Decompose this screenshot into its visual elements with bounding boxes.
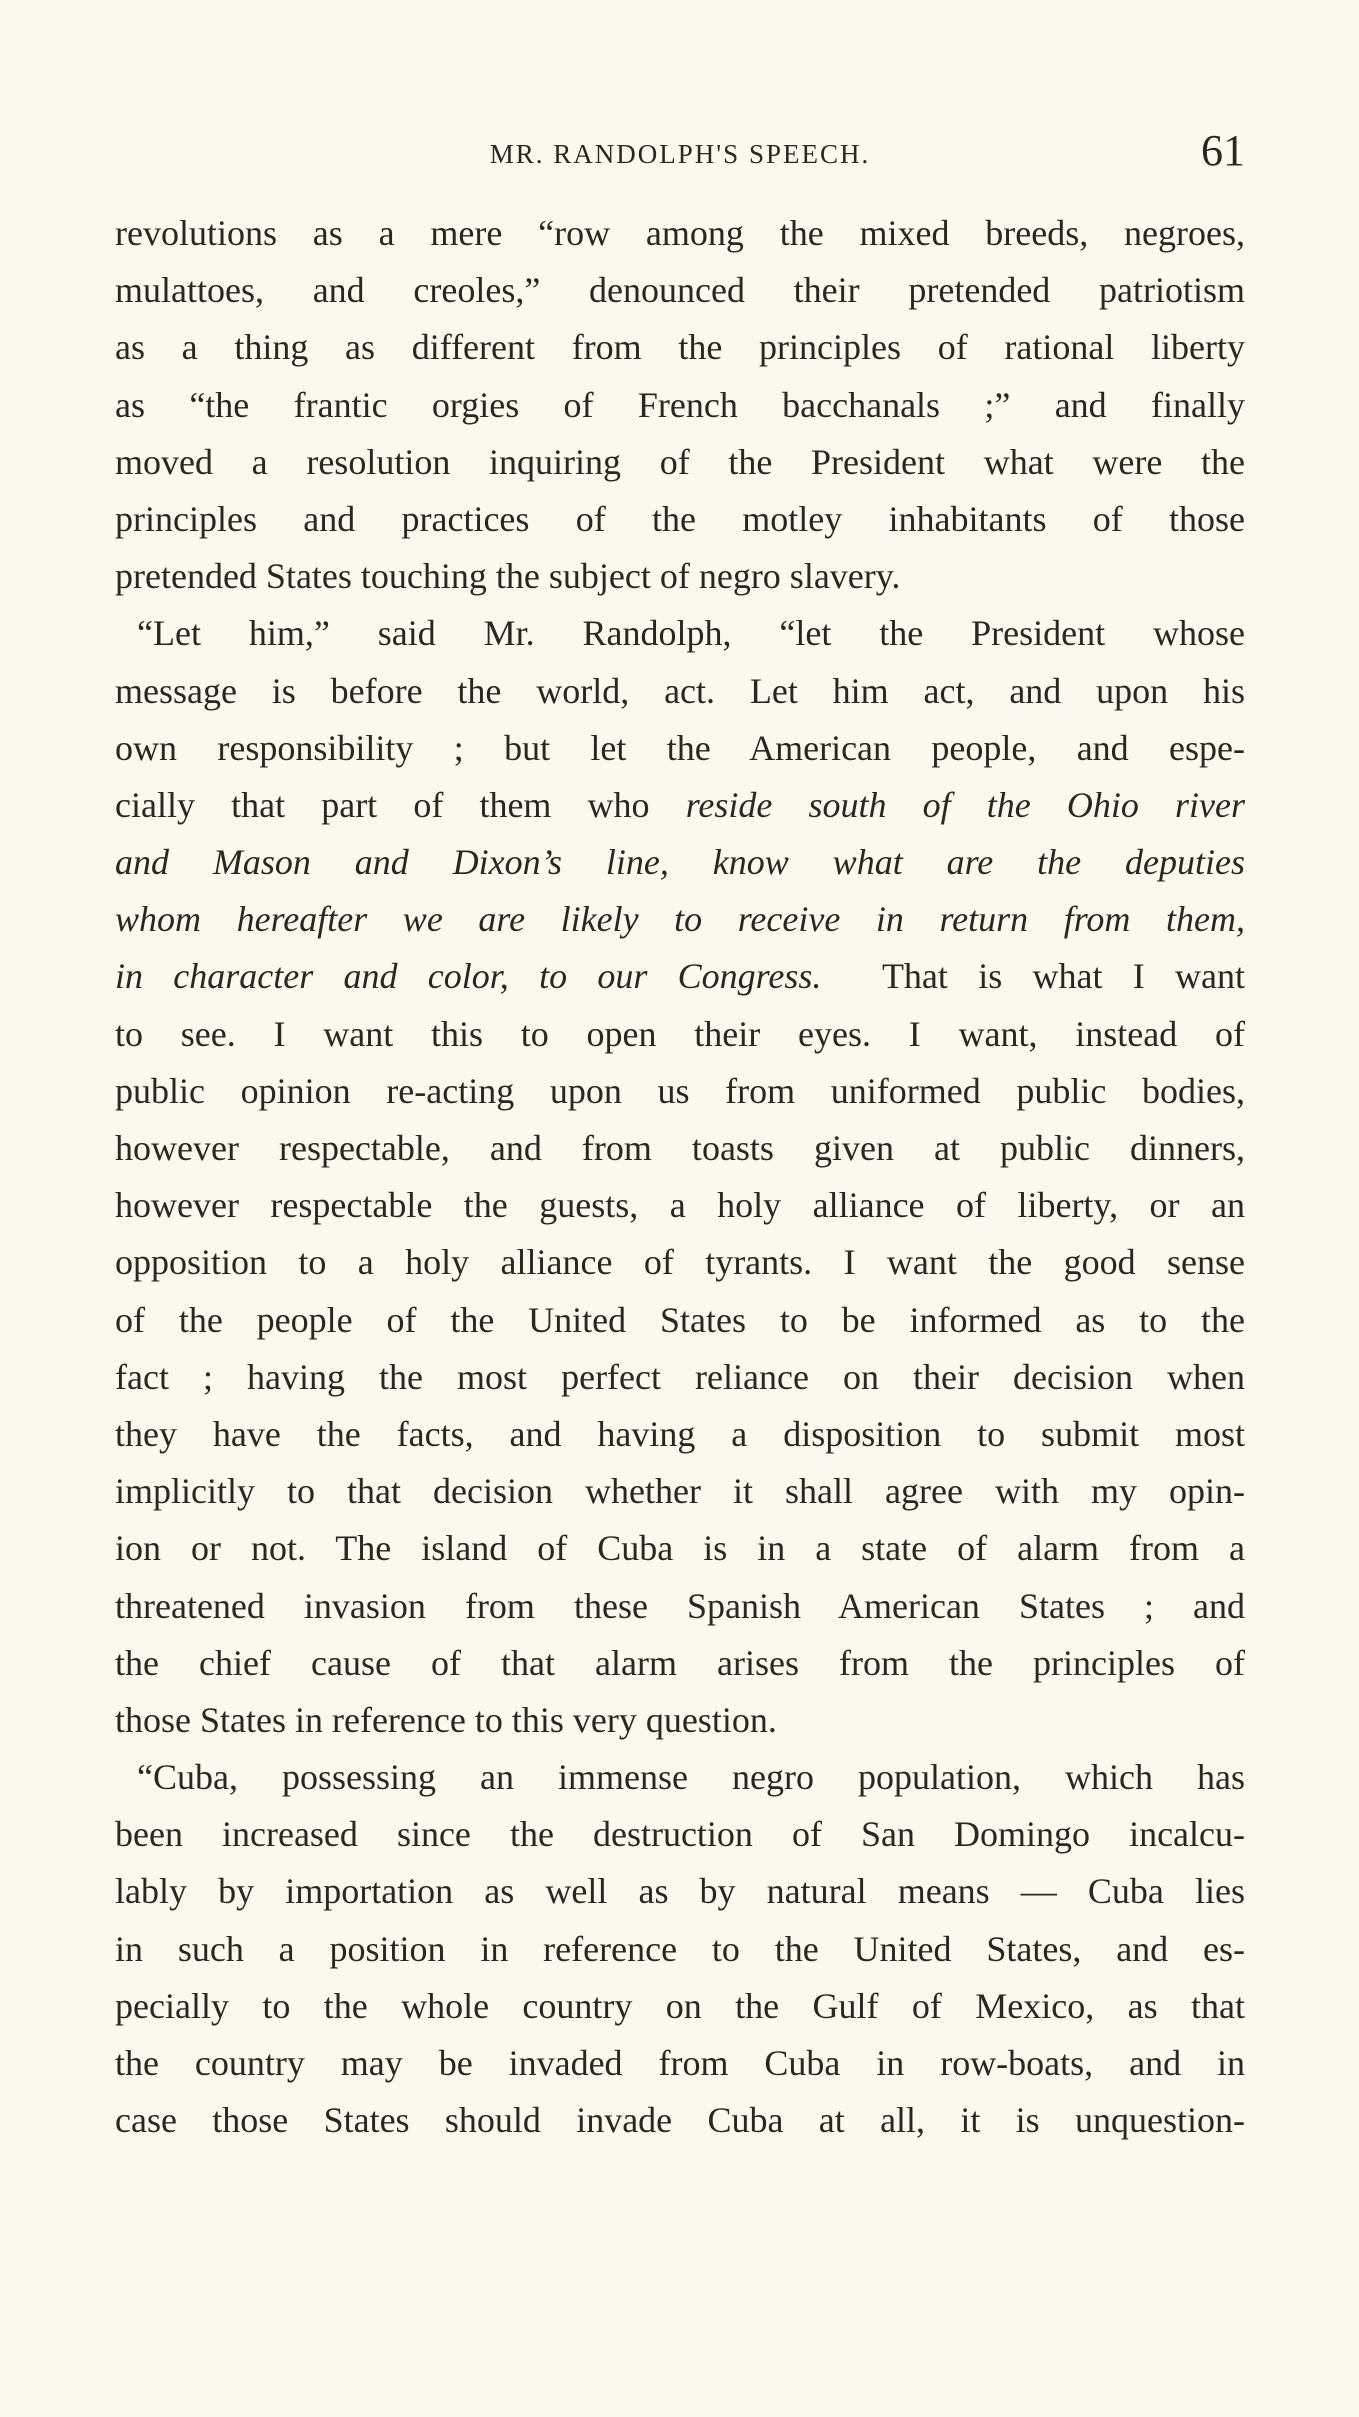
text-line: “Cuba, possessing an immense negro population, which has (137, 1757, 1245, 1798)
text-line: pretended States touching the subject of negro slavery. (115, 556, 901, 597)
text-line: of the people of the United States to be informed as to the (115, 1299, 1245, 1340)
text-line: ion or not. The island of Cuba is in a state of alarm from a (115, 1528, 1245, 1569)
italic-segment: reside south of the Ohio river (685, 784, 1245, 825)
text-line: message is before the world, act. Let him act, and upon his (115, 670, 1245, 711)
text-line: own responsibility ; but let the American people, and espe- (115, 727, 1245, 768)
page-number: 61 (1201, 126, 1245, 175)
text-line: case those States should invade Cuba at all, it is unquestion- (115, 2100, 1245, 2141)
text-segment: That is what I want (881, 956, 1246, 997)
text-line-italic: and Mason and Dixon’s line, know what are the deputies (115, 842, 1245, 883)
running-head (115, 125, 1245, 185)
text-line: in such a position in reference to the United States, and es- (115, 1928, 1245, 1969)
italic-segment: in character and color, to our Congress. (115, 956, 822, 997)
text-line: “Let him,” said Mr. Randolph, “let the President whose (137, 613, 1245, 654)
text-line: opposition to a holy alliance of tyrants. I want the good sense (115, 1242, 1245, 1283)
body-text (115, 205, 1245, 2149)
text-line: implicitly to that decision whether it shall agree with my opin- (115, 1471, 1245, 1512)
text-line: they have the facts, and having a disposition to submit most (115, 1413, 1245, 1454)
text-line: to see. I want this to open their eyes. I want, instead of (115, 1013, 1245, 1054)
running-title: MR. RANDOLPH'S SPEECH. (489, 139, 871, 169)
text-line: moved a resolution inquiring of the President what were the (115, 441, 1245, 482)
text-line: those States in reference to this very question. (115, 1699, 777, 1740)
text-line: threatened invasion from these Spanish American States ; and (115, 1585, 1245, 1626)
text-line: as “the frantic orgies of French bacchanals ;” and finally (115, 384, 1245, 425)
text-line: however respectable, and from toasts given at public dinners, (115, 1128, 1245, 1168)
text-line: however respectable the guests, a holy alliance of liberty, or an (115, 1185, 1245, 1226)
text-line-mixed (115, 777, 1245, 834)
text-line: lably by importation as well as by natural means — Cuba lies (115, 1871, 1245, 1912)
text-line: the country may be invaded from Cuba in row-boats, and in (115, 2043, 1245, 2083)
text-line: pecially to the whole country on the Gulf of Mexico, as that (115, 1985, 1245, 2026)
text-line: been increased since the destruction of San Domingo incalcu- (115, 1814, 1245, 1855)
text-line-italic: whom hereafter we are likely to receive in return from them, (115, 899, 1245, 940)
text-line: fact ; having the most perfect reliance on their decision when (115, 1356, 1245, 1397)
text-line-mixed (115, 948, 1245, 1005)
text-line: principles and practices of the motley inhabitants of those (115, 498, 1245, 539)
text-line: mulattoes, and creoles,” denounced their pretended patriotism (115, 270, 1245, 311)
text-segment: cially that part of them who (115, 784, 650, 825)
text-line: the chief cause of that alarm arises from the principles of (115, 1642, 1245, 1683)
text-line: public opinion re-acting upon us from uniformed public bodies, (115, 1070, 1245, 1111)
text-line: revolutions as a mere “row among the mixed breeds, negroes, (115, 213, 1245, 253)
text-line: as a thing as different from the principles of rational liberty (115, 327, 1245, 368)
